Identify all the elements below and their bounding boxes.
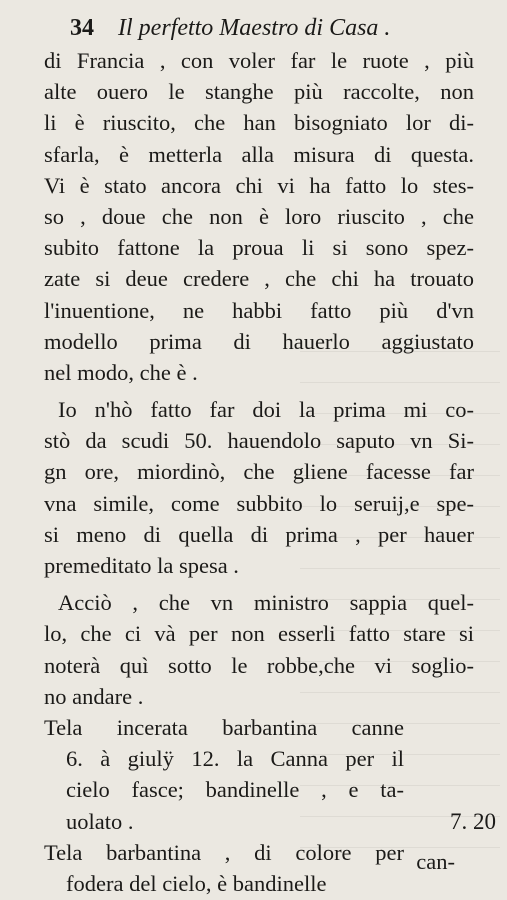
text-line: l'inuentione, ne habbi fatto più d'vn xyxy=(44,297,474,323)
text-line: noterà quì sotto le robbe,che vi soglio- xyxy=(44,652,474,678)
text-line: no andare . xyxy=(44,683,144,709)
text-line: sfarla, è metterla alla misura di questa. xyxy=(44,141,474,167)
text-line: Vi è stato ancora chi vi ha fatto lo stes- xyxy=(44,172,474,198)
text-line: nel modo, che è . xyxy=(44,359,198,385)
list-item xyxy=(44,837,474,899)
list-item xyxy=(44,712,496,837)
text-line: si meno di quella di prima , per hauer xyxy=(44,521,474,547)
text-line: alte ouero le stanghe più raccolte, non xyxy=(44,79,474,105)
page-number: 34 xyxy=(70,15,94,41)
running-head: Il perfetto Maestro di Casa . xyxy=(118,15,391,41)
text-line: premeditato la spesa . xyxy=(44,553,239,578)
text-line: lo, che ci và per non esserli fatto stare si xyxy=(44,621,474,647)
catchword: can- xyxy=(416,849,455,874)
item-last-line xyxy=(44,806,496,837)
item-line: 6. à giulÿ 12. la Canna per il xyxy=(66,746,404,772)
text-line: Acciò , che vn ministro sappia quel- xyxy=(58,590,474,616)
item-price: 7. 20 xyxy=(450,808,496,834)
page-header xyxy=(70,14,467,42)
text-block xyxy=(44,45,496,899)
item-line: uolato . xyxy=(66,808,134,834)
item-line: Tela barbantina , di colore per xyxy=(44,839,404,865)
text-line: li è riuscito, che han bisogniato lor di- xyxy=(44,110,474,136)
item-line: cielo fasce; bandinelle , e ta- xyxy=(66,777,404,803)
text-line: zate si deue credere , che chi ha trouato xyxy=(44,266,474,292)
text-line: so , doue che non è loro riuscito , che xyxy=(44,203,474,229)
item-line: fodera del cielo, è bandinelle xyxy=(66,870,327,896)
text-line: Io n'hò fatto far doi la prima mi co- xyxy=(58,397,474,423)
text-line: gn ore, miordinò, che gliene facesse far xyxy=(44,459,474,485)
text-line: stò da scudi 50. hauendolo saputo vn Si- xyxy=(44,428,474,454)
text-line: subito fattone la proua li si sono spez- xyxy=(44,235,474,261)
text-line: modello prima di hauerlo aggiustato xyxy=(44,328,474,354)
text-line: di Francia , con voler far le ruote , più xyxy=(44,48,474,73)
text-line: vna simile, come subbito lo seruij,e spe- xyxy=(44,490,474,516)
item-line: Tela incerata barbantina canne xyxy=(44,714,404,740)
